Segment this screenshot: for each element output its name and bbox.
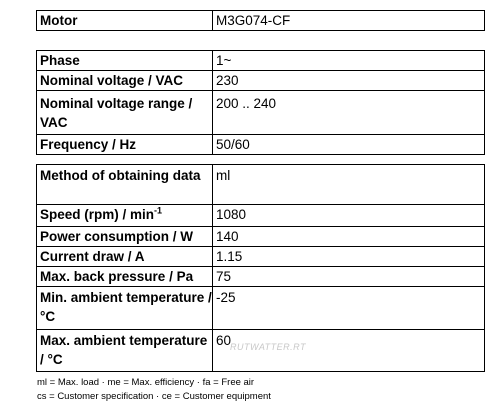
frequency-label: Frequency / Hz: [37, 135, 213, 155]
table-row: [37, 205, 485, 227]
table-row: [37, 267, 485, 287]
operating-table: [36, 164, 485, 372]
phase-value: 1~: [213, 51, 485, 71]
footnotes: [37, 376, 271, 404]
nominal-voltage-range-label: Nominal voltage range / VAC: [37, 91, 213, 135]
table-row: [37, 51, 485, 71]
speed-value: 1080: [213, 205, 485, 227]
table-row: [37, 71, 485, 91]
watermark: RUTWATTER.RT: [230, 342, 306, 352]
min-ambient-temperature-label: Min. ambient temperature / °C: [37, 287, 213, 330]
speed-label: [37, 205, 213, 227]
current-draw-label: Current draw / A: [37, 247, 213, 267]
footnote-line: cs = Customer specification · ce = Customer equipment: [37, 391, 271, 402]
nominal-voltage-range-value: 200 .. 240: [213, 91, 485, 135]
back-pressure-label: Max. back pressure / Pa: [37, 267, 213, 287]
method-value: ml: [213, 165, 485, 205]
table-row: [37, 11, 485, 31]
electrical-table: [36, 50, 485, 155]
max-ambient-temperature-value: 60: [213, 330, 485, 372]
table-row: [37, 227, 485, 247]
motor-value: M3G074-CF: [213, 11, 485, 31]
method-label: Method of obtaining data: [37, 165, 213, 205]
table-row: [37, 287, 485, 330]
power-consumption-value: 140: [213, 227, 485, 247]
table-row: [37, 91, 485, 135]
frequency-value: 50/60: [213, 135, 485, 155]
current-draw-value: 1.15: [213, 247, 485, 267]
speed-label-exponent: -1: [154, 205, 163, 216]
table-row: [37, 247, 485, 267]
power-consumption-label: Power consumption / W: [37, 227, 213, 247]
nominal-voltage-label: Nominal voltage / VAC: [37, 71, 213, 91]
footnote-line: ml = Max. load · me = Max. efficiency · fa = Free air: [37, 377, 255, 388]
min-ambient-temperature-value: -25: [213, 287, 485, 330]
table-row: [37, 165, 485, 205]
table-row: [37, 135, 485, 155]
nominal-voltage-value: 230: [213, 71, 485, 91]
motor-label: Motor: [37, 11, 213, 31]
max-ambient-temperature-label: Max. ambient temperature / °C: [37, 330, 213, 372]
phase-label: Phase: [37, 51, 213, 71]
speed-label-text: Speed (rpm) / min: [40, 207, 155, 222]
motor-table: [36, 10, 485, 31]
back-pressure-value: 75: [213, 267, 485, 287]
